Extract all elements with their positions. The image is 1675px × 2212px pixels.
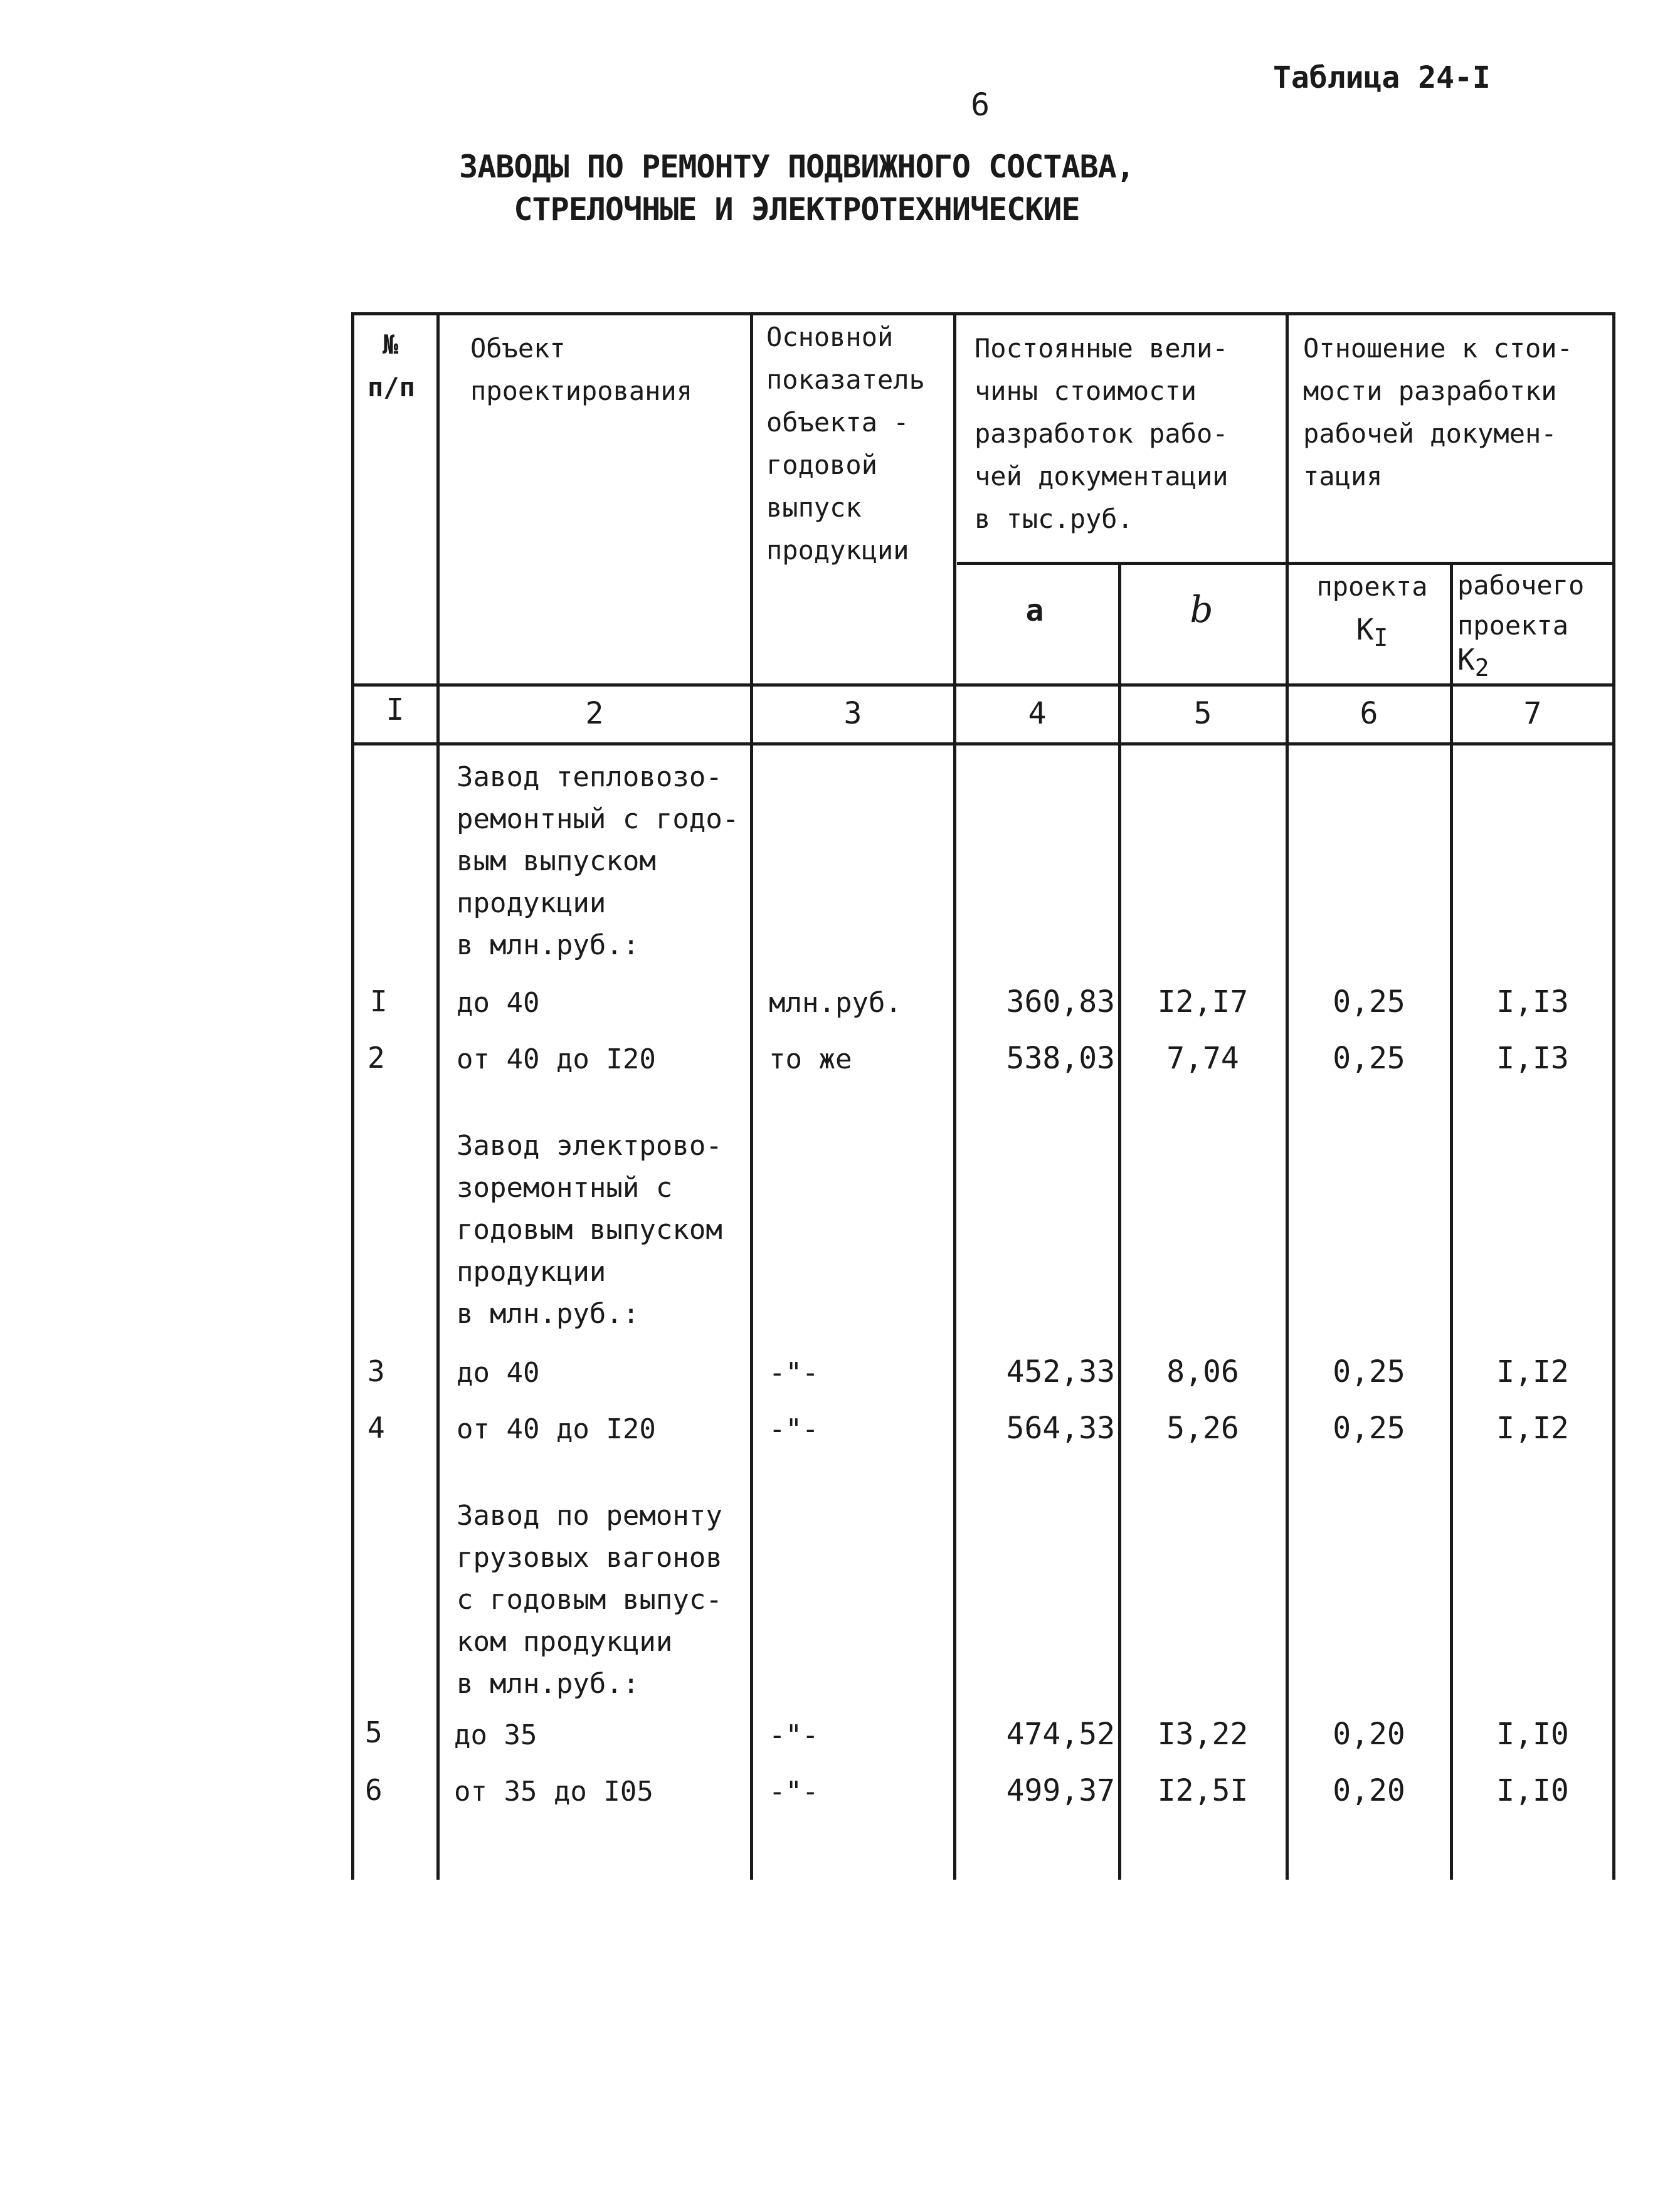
row-number: 4 [367, 1411, 385, 1445]
row-object: до 40 [457, 1357, 540, 1389]
col-divider-6 [1450, 562, 1453, 1880]
col-number-6: 6 [1360, 696, 1378, 731]
row-number: 2 [367, 1041, 385, 1075]
row-number: I [370, 984, 388, 1018]
col-number-3: 3 [843, 696, 862, 731]
group-heading-diesel-plant: Завод тепловозо- ремонтный с годо- вым выпуском продукции в млн.руб.: [457, 761, 739, 961]
row-object: до 40 [457, 987, 540, 1019]
row-indicator: -"- [769, 1719, 819, 1751]
header-number: № п/п [367, 329, 415, 403]
subheader-k1: проекта $К_I$ [1316, 571, 1428, 652]
col-number-2: 2 [585, 696, 604, 731]
col-number-1: I [386, 692, 404, 727]
row-value-b: I2,5I [1157, 1773, 1249, 1808]
row-number: 3 [367, 1354, 385, 1388]
row-object: от 35 до I05 [454, 1776, 653, 1808]
row-number: 6 [365, 1773, 383, 1807]
header-constant-costs: Постоянные вели- чины стоимости разработок рабо- чей документации в тыс.руб. [975, 333, 1229, 534]
row-value-k2: I,I0 [1496, 1717, 1569, 1752]
row-value-k1: 0,25 [1333, 1041, 1405, 1076]
col-divider-4 [1118, 562, 1121, 1880]
header-indicator: Основной показатель объекта - годовой выпуск продукции [766, 322, 925, 566]
col-number-7: 7 [1523, 696, 1542, 731]
header-bottom-border [351, 683, 1615, 687]
row-indicator: -"- [769, 1776, 819, 1808]
col-divider-5 [1286, 312, 1289, 1880]
row-value-k1: 0,25 [1333, 1354, 1405, 1389]
row-object: от 40 до I20 [457, 1413, 656, 1445]
row-number: 5 [365, 1715, 383, 1749]
row-object: от 40 до I20 [457, 1043, 656, 1075]
row-value-a: 360,83 [1006, 984, 1115, 1019]
group-heading-electric-plant: Завод электрово- зоремонтный с годовым выпуском продукции в млн.руб.: [457, 1130, 722, 1330]
row-value-a: 474,52 [1006, 1717, 1115, 1752]
table-reference: Таблица 24-I [1273, 60, 1491, 95]
table-top-border [351, 312, 1615, 315]
row-value-k1: 0,20 [1333, 1717, 1405, 1752]
table-right-border [1612, 312, 1615, 1880]
row-value-k1: 0,25 [1333, 984, 1405, 1019]
subheader-a: а [1025, 593, 1044, 628]
table-left-border [351, 312, 354, 1880]
header-ratio: Отношение к стои- мости разработки рабочей докумен- тация [1303, 333, 1573, 492]
col-number-5: 5 [1193, 696, 1212, 731]
row-indicator: -"- [769, 1357, 819, 1389]
row-value-k2: I,I2 [1496, 1411, 1569, 1446]
row-value-a: 564,33 [1006, 1411, 1115, 1446]
subheader-k2: рабочего проекта $К_2$ [1457, 570, 1585, 682]
cost-table [351, 312, 1615, 1880]
row-value-k2: I,I3 [1496, 1041, 1569, 1076]
subheader-b: b [1190, 588, 1213, 631]
row-value-a: 538,03 [1006, 1041, 1115, 1076]
col-number-4: 4 [1028, 696, 1047, 731]
row-value-k2: I,I2 [1496, 1354, 1569, 1389]
row-value-b: I2,I7 [1157, 984, 1249, 1019]
row-value-k1: 0,20 [1333, 1773, 1405, 1808]
row-value-a: 452,33 [1006, 1354, 1115, 1389]
row-value-k1: 0,25 [1333, 1411, 1405, 1446]
document-title [0, 145, 1675, 231]
title-line-1: ЗАВОДЫ ПО РЕМОНТУ ПОДВИЖНОГО СОСТАВА, [459, 149, 1134, 185]
row-value-k2: I,I3 [1496, 984, 1569, 1019]
row-value-b: I3,22 [1157, 1717, 1249, 1752]
col-divider-1 [436, 312, 440, 1880]
row-indicator: -"- [769, 1413, 819, 1445]
row-value-b: 8,06 [1166, 1354, 1239, 1389]
page-number: 6 [971, 87, 990, 123]
col-divider-3 [953, 312, 956, 1880]
col-divider-2 [750, 312, 753, 1880]
header-object: Объект проектирования [470, 333, 693, 406]
row-indicator: то же [769, 1043, 852, 1075]
row-value-a: 499,37 [1006, 1773, 1115, 1808]
row-indicator: млн.руб. [769, 987, 902, 1019]
col-number-bottom-border [351, 742, 1615, 745]
row-object: до 35 [454, 1719, 537, 1751]
title-line-2: СТРЕЛОЧНЫЕ И ЭЛЕКТРОТЕХНИЧЕСКИЕ [514, 191, 1080, 228]
row-value-b: 5,26 [1166, 1411, 1239, 1446]
row-value-k2: I,I0 [1496, 1773, 1569, 1808]
group-heading-freight-wagon-plant: Завод по ремонту грузовых вагонов с годовым выпус- ком продукции в млн.руб.: [457, 1500, 722, 1700]
row-value-b: 7,74 [1166, 1041, 1239, 1076]
